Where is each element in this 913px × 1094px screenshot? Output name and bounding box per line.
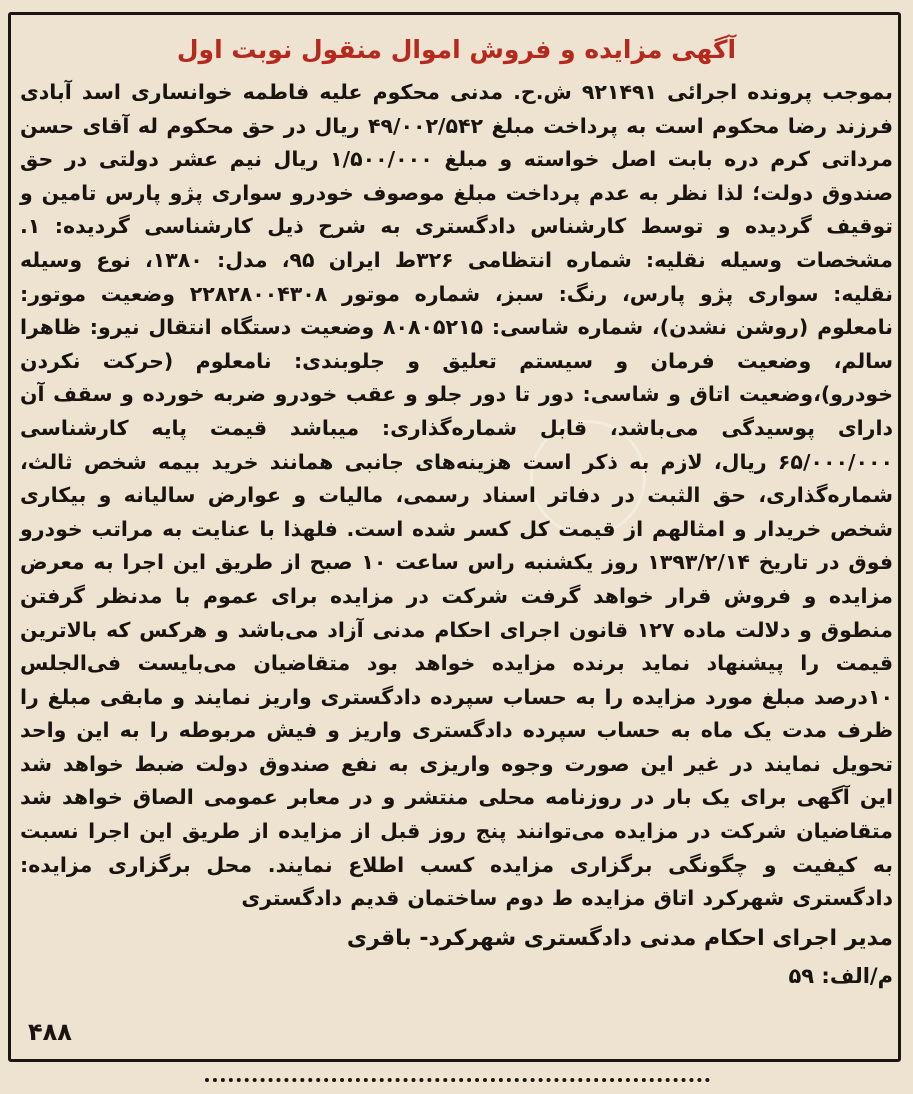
notice-body: بموجب پرونده اجرائی ۹۲۱۴۹۱ ش.ح. مدنی محکوم علیه فاطمه خوانساری اسد آبادی فرزند رضا محکوم است به پرداخت مبلغ ۴۹/۰۰۲/۵۴۲ ریال در حق محکوم له آقای حسن مرداتی کرم دره بابت اصل خواسته و مبلغ ۱/۵۰۰/۰۰۰ ریال نیم عشر دولتی در حق صندوق دولت؛ لذا نظر به عدم پرداخت مبلغ موصوف خودرو سواری پژو پارس تامین و توقیف گردیده و توسط کارشناس دادگستری به شرح ذیل کارشناسی گردیده: ۱. مشخصات وسیله نقلیه: شماره انتظامی ۳۲۶ط ایران ۹۵، مدل: ۱۳۸۰، نوع وسیله نقلیه: سواری پژو پارس، رنگ: سبز، شماره موتور ۲۲۸۲۸۰۰۴۳۰۸ وضعیت موتور: نامعلوم (روشن نشدن)، شماره شاسی: ۸۰۸۰۵۲۱۵ وضعیت دستگاه انتقال نیرو: ظاهرا سالم، وضعیت فرمان و سیستم تعلیق و جلوبندی: نامعلوم (حرکت نکردن خودرو)،وضعیت اتاق و شاسی: دور تا دور جلو و عقب خودرو ضربه خورده و سقف آن دارای پوسیدگی می‌باشد، قابل شماره‌گذاری: میباشد قیمت پایه کارشناسی ۶۵/۰۰۰/۰۰۰ ریال، لازم به ذکر است هزینه‌های جانبی همانند خرید بیمه شخص ثالث، شماره‌گذاری، حق الثبت در دفاتر اسناد رسمی، مالیات و عوارض سالیانه و بیکاری شخص خریدار و امثالهم از قیمت کل کسر شده است. فلهذا با عنایت به مراتب خودرو فوق در تاریخ ۱۳۹۳/۲/۱۴ روز یکشنبه راس ساعت ۱۰ صبح از طریق این اجرا به معرض مزایده و فروش قرار خواهد گرفت شرکت در مزایده برای عموم با مدنظر گرفتن منطوق و دلالت ماده ۱۲۷ قانون اجرای احکام مدنی آزاد می‌باشد و هرکس که بالاترین قیمت را پیشنهاد نماید برنده مزایده خواهد بود متقاضیان می‌بایست فی‌الجلس ۱۰درصد مبلغ مورد مزایده را به حساب سپرده دادگستری واریز نمایند و مابقی مبلغ را ظرف مدت یک ماه به حساب سپرده دادگستری واریز و فیش مربوطه را به این واحد تحویل نمایند در غیر این صورت وجوه واریزی به نفع صندوق دولت ضبط خواهد شد این آگهی برای یک بار در روزنامه محلی منتشر و در معابر عمومی الصاق خواهد شد متقاضیان شرکت در مزایده می‌توانند پنج روز قبل از مزایده از طریق این اجرا نسبت به کیفیت و چگونگی برگزاری مزایده کسب اطلاع نمایند. محل برگزاری مزایده: دادگستری شهرکرد اتاق مزایده ط دوم ساختمان قدیم دادگستری bbox=[20, 80, 893, 911]
notice-signature: مدیر اجرای احکام مدنی دادگستری شهرکرد- باقری bbox=[346, 925, 893, 951]
notice-title: آگهی مزایده و فروش اموال منقول نوبت اول bbox=[176, 35, 737, 64]
advertisement-number: ۴۸۸ bbox=[28, 1018, 72, 1046]
auction-notice bbox=[20, 30, 893, 994]
notice-reference-code: م/الف: ۵۹ bbox=[788, 963, 893, 988]
dotted-divider bbox=[205, 1078, 710, 1082]
